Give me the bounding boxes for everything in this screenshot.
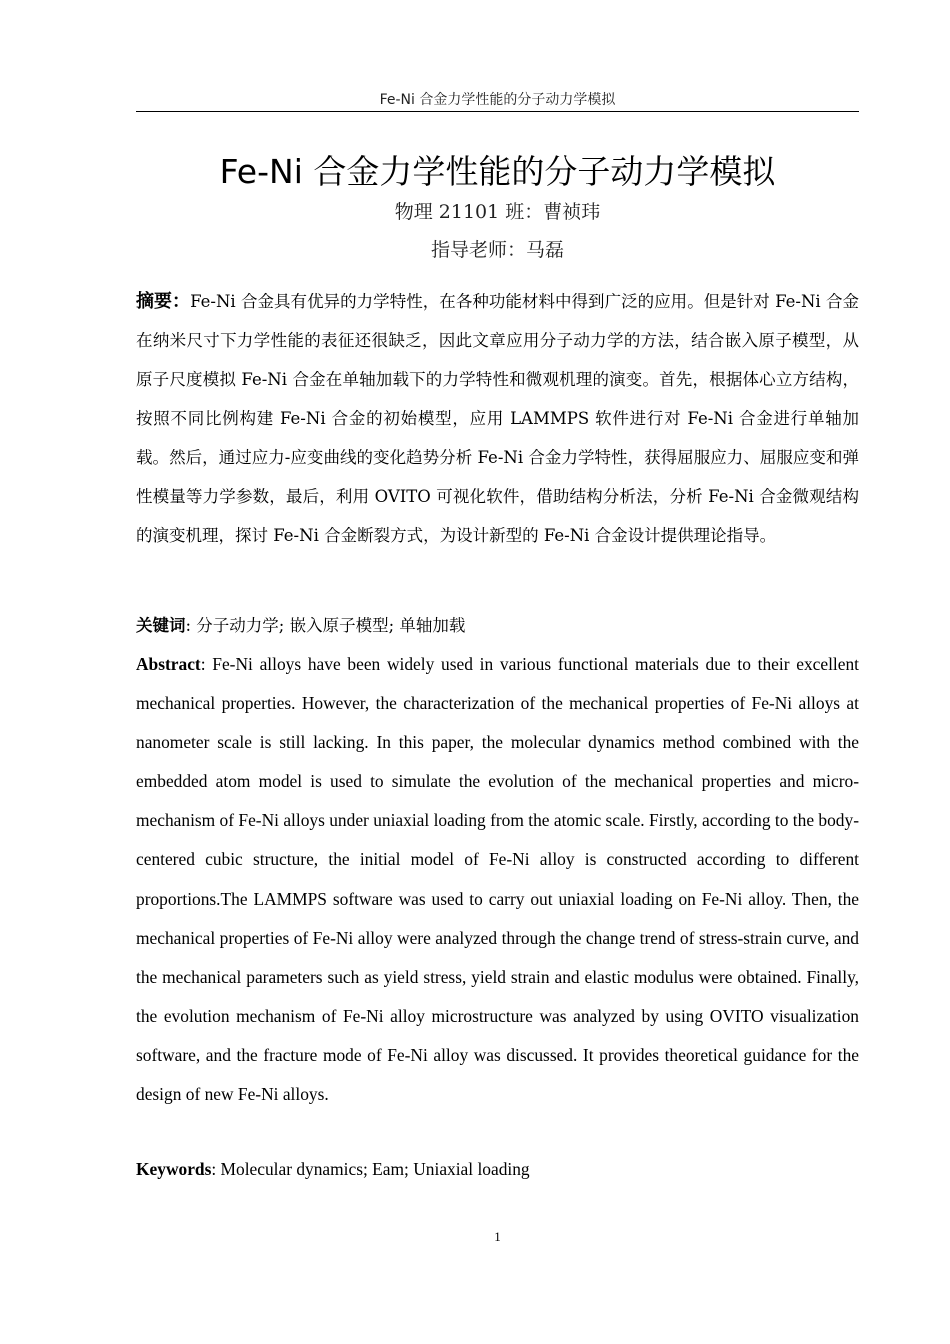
english-keywords [136, 1154, 859, 1184]
chinese-keywords-label: 关键词 [136, 616, 186, 635]
chinese-keywords [136, 611, 859, 641]
english-keywords-text: : Molecular dynamics; Eam; Uniaxial loading [211, 1159, 530, 1179]
advisor-line: 指导老师：马磊 [430, 239, 564, 261]
header-rule [136, 111, 859, 112]
chinese-abstract-label: 摘要： [136, 291, 191, 312]
english-abstract [136, 645, 859, 1114]
page-title: Fe-Ni 合金力学性能的分子动力学模拟 [219, 152, 776, 191]
english-abstract-text: : Fe-Ni alloys have been widely used in various functional materials due to their excellent mechanical properties. However, the characterization of the mechanical properties of Fe-Ni alloys at nanometer scale is still lacking. In this paper, the molecular dynamics method combined with the embedded atom model is used to simulate the evolution of the mechanical properties and micro-mechanism of Fe-Ni alloys under uniaxial loading from the atomic scale. Firstly, according to the body-centered cubic structure, the initial model of Fe-Ni alloy is constructed according to different proportions.The LAMMPS software was used to carry out uniaxial loading on Fe-Ni alloy. Then, the mechanical properties of Fe-Ni alloy were analyzed through the change trend of stress-strain curve, and the mechanical parameters such as yield stress, yield strain and elastic modulus were obtained. Finally, the evolution mechanism of Fe-Ni alloy microstructure was analyzed by using OVITO visualization software, and the fracture mode of Fe-Ni alloy was discussed. It provides theoretical guidance for the design of new Fe-Ni alloys. [136, 654, 859, 1105]
page-number: 1 [494, 1229, 501, 1244]
english-abstract-label: Abstract [136, 654, 201, 674]
author-line: 物理 21101 班：曹祯玮 [394, 201, 601, 223]
running-header: Fe-Ni 合金力学性能的分子动力学模拟 [379, 92, 616, 108]
english-keywords-label: Keywords [136, 1159, 212, 1179]
chinese-abstract-text: Fe-Ni 合金具有优异的力学特性，在各种功能材料中得到广泛的应用。但是针对 Fe-Ni 合金在纳米尺寸下力学性能的表征还很缺乏，因此文章应用分子动力学的方法，结合嵌入原子模型，从原子尺度模拟 Fe-Ni 合金在单轴加载下的力学特性和微观机理的演变。首先，根据体心立方结构，按照不同比例构建 Fe-Ni 合金的初始模型，应用 LAMMPS 软件进行对 Fe-Ni 合金进行单轴加载。然后，通过应力-应变曲线的变化趋势分析 Fe-Ni 合金力学特性，获得屈服应力、屈服应变和弹性模量等力学参数，最后，利用 OVITO 可视化软件，借助结构分析法，分析 Fe-Ni 合金微观结构的演变机理，探讨 Fe-Ni 合金断裂方式，为设计新型的 Fe-Ni 合金设计提供理论指导。 [136, 292, 860, 545]
chinese-keywords-text: : 分子动力学; 嵌入原子模型; 单轴加载 [185, 616, 466, 635]
chinese-abstract [136, 282, 859, 555]
